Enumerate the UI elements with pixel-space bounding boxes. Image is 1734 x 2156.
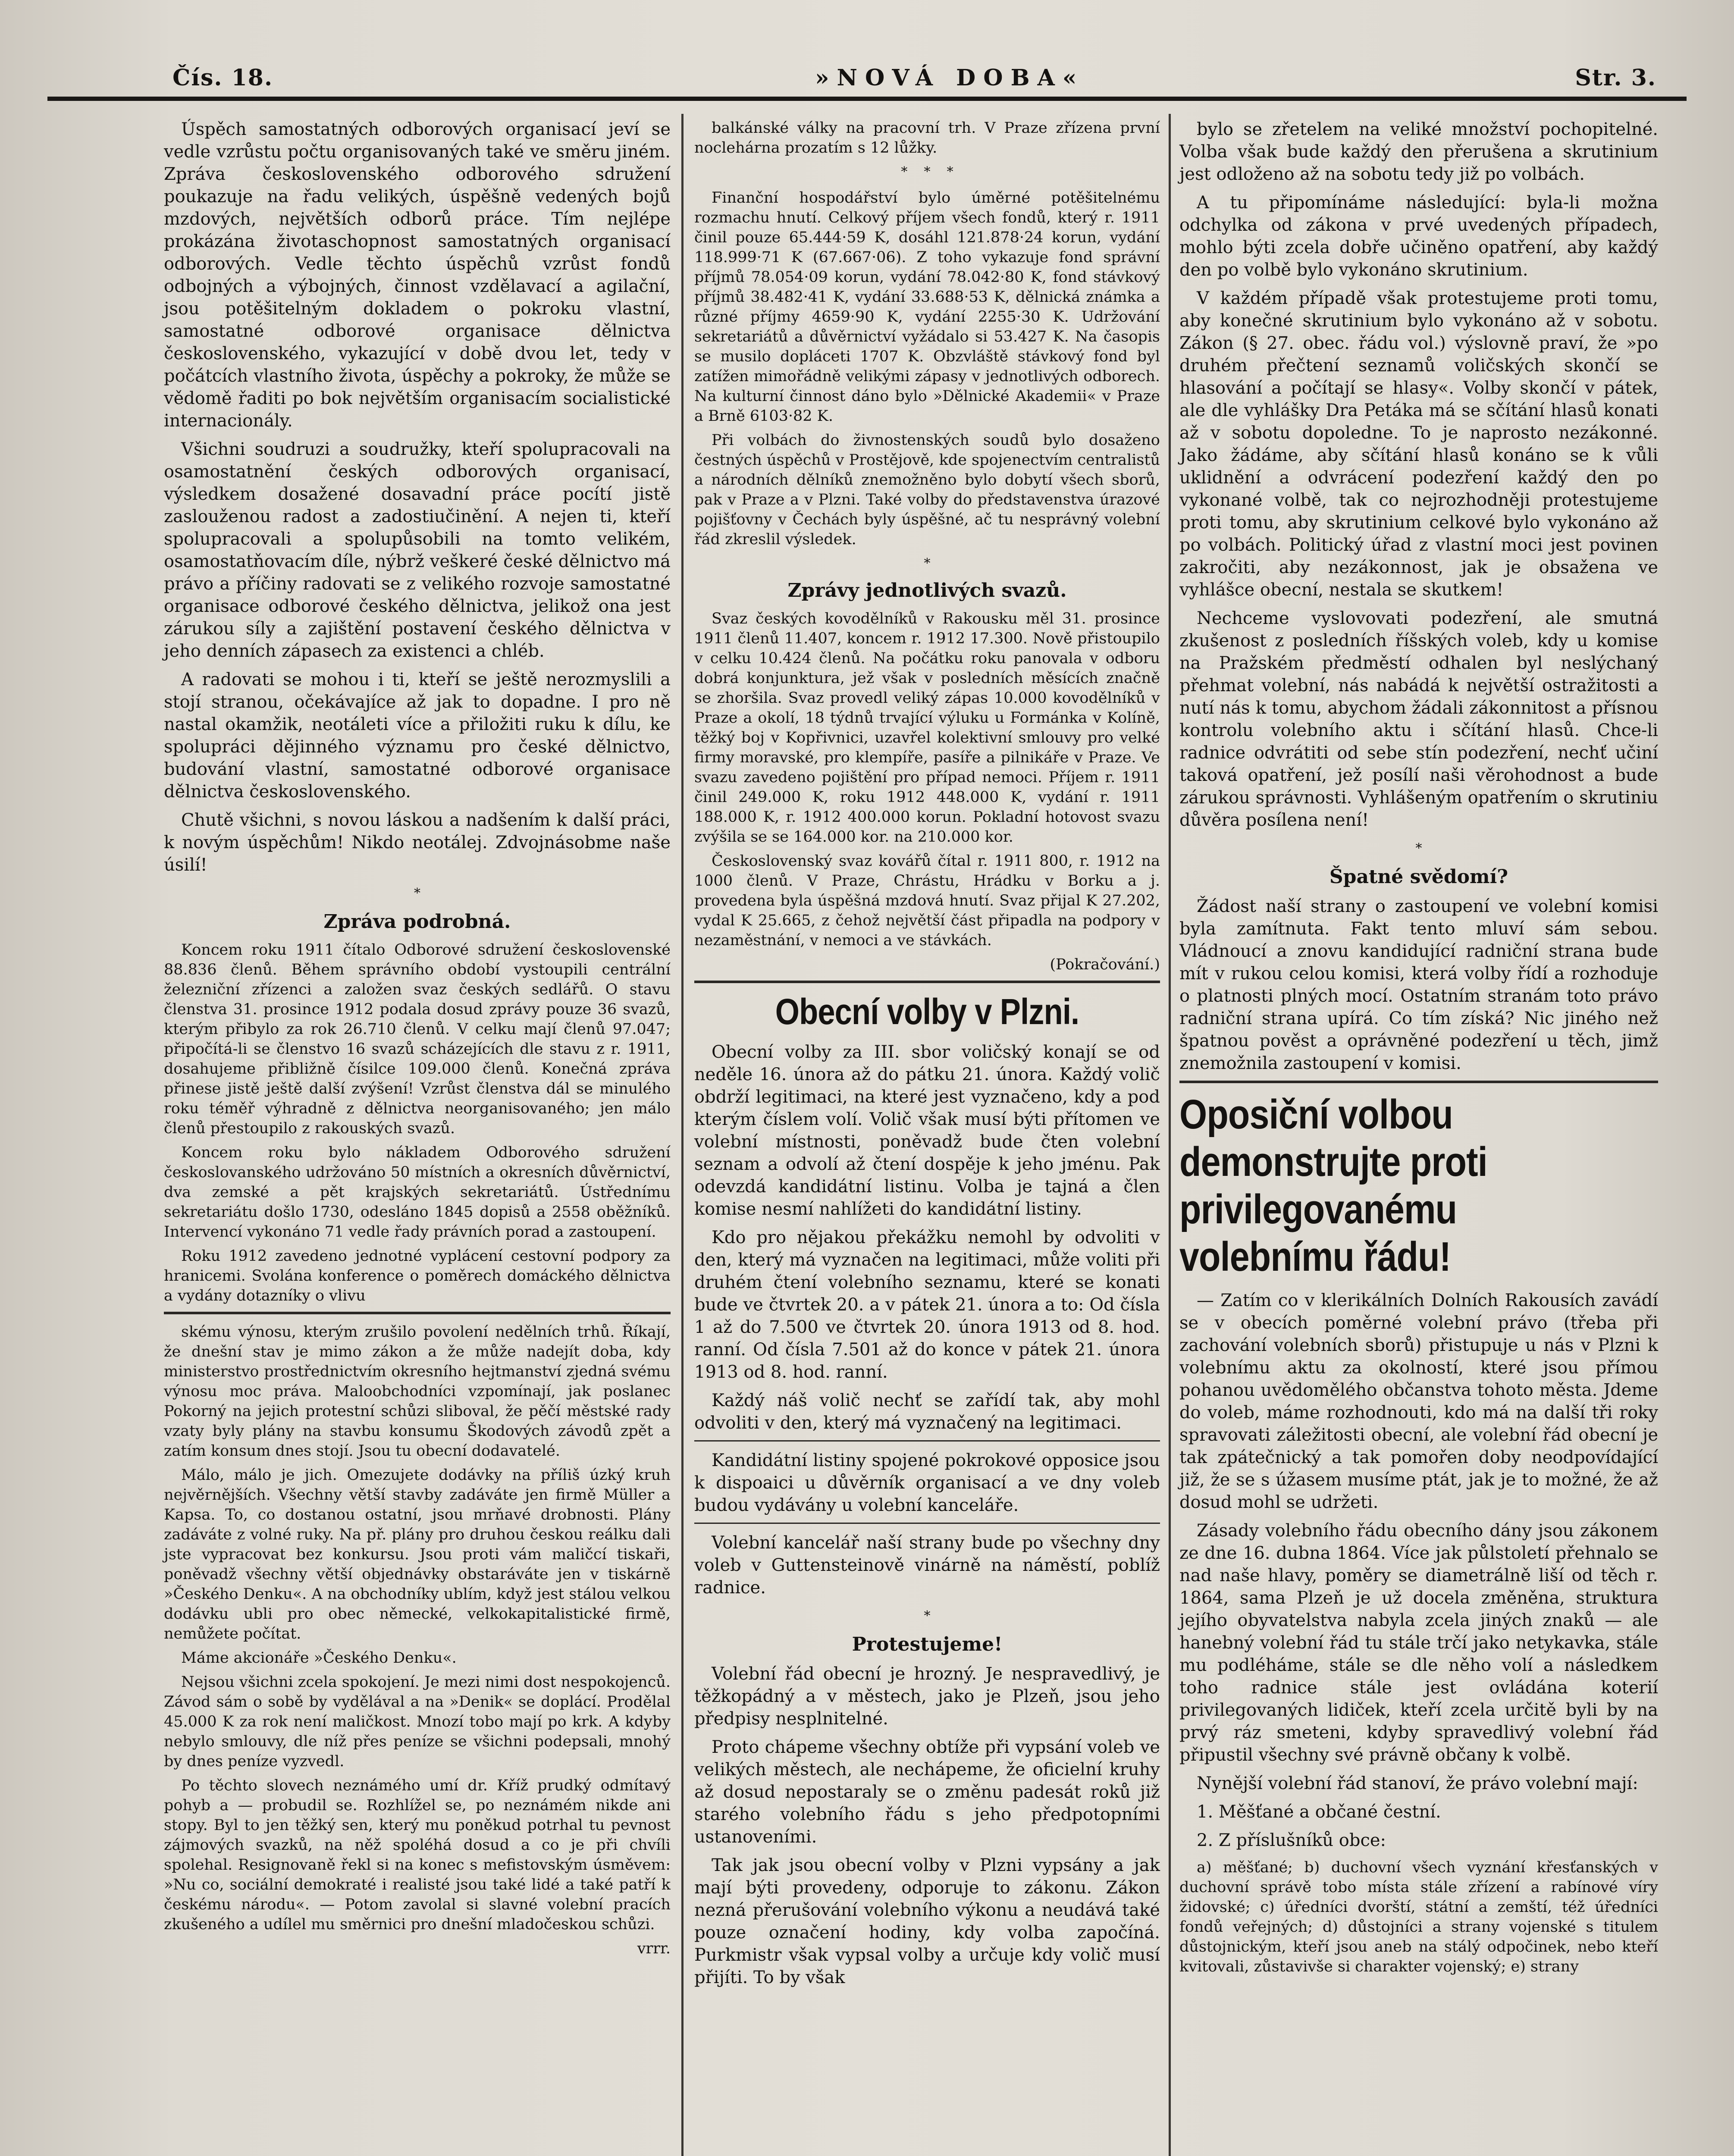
paragraph: Chutě všichni, s novou láskou a nadšením k další práci, k novým úspěchům! Nikdo neotálej. Zdvojnásobme naše úsilí! xyxy=(164,810,671,875)
paragraph: Zásady volebního řádu obecního dány jsou zákonem ze dne 16. dubna 1864. Více jak půlstoletí přehnalo se nad naše hlavy, poměry se diametrálně liší od těch r. 1864, sama Plzeň je už docela změněna, struktura jejího obyvatelstva nabyla zcela jiných znaků — ale hanebný volební řád tu stále trčí jako netykavka, stále mu podléháme, stále se dle něho volí a následkem toho radnice stále jest ovládána koterií privilegovaných lidiček, kteří zcela určitě byli by na prvý ráz smeteni, kdyby spravedlivý volební řád připustil všechny své právně občany k volbě. xyxy=(1179,1521,1658,1765)
paragraph: bylo se zřetelem na veliké množství pochopitelné. Volba však bude každý den přerušena a skrutinium jest odloženo až na sobotu tedy již po volbách. xyxy=(1179,119,1658,184)
issue-number: Čís. 18. xyxy=(172,65,273,91)
separator-star: * xyxy=(924,556,931,571)
paragraph: Volební řád obecní je hrozný. Je nespravedlivý, je těžkopádný a v městech, jako je Plzeň, jsou jeho předpisy nesplnitelné. xyxy=(694,1664,1160,1729)
heading-report: Zpráva podrobná. xyxy=(323,911,511,933)
list-item: 2. Z příslušníků obce: xyxy=(1197,1830,1386,1850)
paragraph: Koncem roku bylo nákladem Odborového sdružení českoslovanského udržováno 50 místních a okresních důvěrnictví, dva zemské a pět krajských sekretariátů. Ústřednímu sekretariátu došlo 1730, odesláno 1845 dopisů a 2558 oběžníků. Intervencí vykonáno 71 vedle řady právních porad a zastoupení. xyxy=(164,1144,671,1241)
heading-demonstrate: Oposiční volbou demonstrujte proti privilegovanému volebnímu řádu! xyxy=(1179,1091,1487,1280)
paragraph: Proto chápeme všechny obtíže při vypsání voleb ve velikých městech, ale nechápeme, že oficielní kruhy až dosud nepostaraly se o změnu padesát roků již starého volebního řádu s jeho předpotopními ustanoveními. xyxy=(694,1737,1160,1847)
header-rule xyxy=(47,97,1687,101)
heading-protest: Protestujeme! xyxy=(852,1633,1003,1655)
paragraph-candidates: Kandidátní listiny spojené pokrokové opposice jsou k dispoaici u důvěrník organisací a ve dny voleb budou vydávány u volební kanceláře. xyxy=(694,1451,1160,1515)
signature: vrrr. xyxy=(637,1940,671,1957)
column-2 xyxy=(694,118,1160,2156)
paragraph: Po těchto slovech neznámého umí dr. Kříž prudký odmítavý pohyb a — probudil se. Rozhlížel se, po neznámém nikde ani stopy. Byl to jen těžký sen, který mu poněkud potrhal tu pevnost zájmových svazků, na něž spoléhá dosud a co je při chvíli spolehal. Resignovaně řekl si na konec s mefistovským úsměvem: »Nu co, sociální demokraté i realisté jsou také lidé a také patří k českému národu«. — Potom zavolal si slavné volební pracích zkušeného a udílel mu směrnici pro dnešní mladočeskou schůzi. xyxy=(164,1777,671,1933)
paragraph: Československý svaz kovářů čítal r. 1911 800, r. 1912 na 1000 členů. V Praze, Chrástu, Hrádku v Borku a j. provedena byla úspěšná mzdová hnutí. Svaz přijal K 27.202, vydal K 25.665, z čehož největší část připadla na podpory v nezaměstnání, v nemoci a ve stávkách. xyxy=(694,852,1160,949)
section-rule xyxy=(164,1312,671,1314)
separator-star: * xyxy=(414,886,420,901)
section-rule xyxy=(1179,1081,1658,1083)
separator-star: * xyxy=(924,1608,931,1623)
page-number: Str. 3. xyxy=(1575,65,1656,91)
paragraph: Finanční hospodářství bylo úměrné potěšitelnému rozmachu hnutí. Celkový příjem všech fondů, který r. 1911 činil pouze 65.444·59 K, dosáhl 121.878·24 korun, vydání 118.999·71 K (67.667·06). Z toho vykazuje fond správní příjmů 78.054·09 korun, vydání 78.042·80 K, fond stávkový příjmů 38.482·41 K, vydání 33.688·53 K, dělnická známka a různé příjmy 4659·90 K, vydání 2255·30 K. Udržování sekretariátů a důvěrnictví vyžádalo si 53.427 K. Na časopis se musilo dopláceti 1707 K. Obzvláště stávkový fond byl zatížen mimořádně velikými zápasy v jednotlivých odborech. Na kulturní činnost dáno bylo »Dělnické Akademii« v Praze a Brně 6103·82 K. xyxy=(694,189,1160,425)
paragraph: Všichni soudruzi a soudružky, kteří spolupracovali na osamostatnění českých odborových organisací, výsledkem dosažené dosavadní práce pocítí jistě zaslouženou radost a zadostiučinění. A nejen ti, kteří spolupracovali a spolupůsobili na tomto velikém, osamostatňovacím díle, nýbrž veškeré české dělnictvo má právo a příčiny radovati se z velikého rozvoje samostatné organisace odborové českého dělnictva, jelikož ona jest zárukou síly a zajištění postavení českého dělnictva v jeho denních zápasech za existenci a chléb. xyxy=(164,439,671,661)
separator-star: * xyxy=(1415,841,1422,856)
column-divider xyxy=(1169,114,1171,2156)
paragraph: balkánské války na pracovní trh. V Praze zřízena první noclehárna prozatím s 12 lůžky. xyxy=(694,119,1160,157)
section-rule xyxy=(694,1440,1160,1442)
column-1 xyxy=(164,118,671,2156)
paragraph: Při volbách do živnostenských soudů bylo dosaženo čestných úspěchů v Prostějově, kde spojenectvím centralistů a národních dělníků znemožněno bylo dobytí všech sborů, pak v Praze a v Plzni. Také volby do představenstva úrazové pojišťovny v Čechách byly úspěšné, ač tu nesprávný volební řád zkreslil výsledek. xyxy=(694,432,1160,548)
column-3 xyxy=(1179,118,1658,2156)
heading-elections: Obecní volby v Plzni. xyxy=(775,991,1079,1032)
heading-unions: Zprávy jednotlivých svazů. xyxy=(787,580,1067,602)
paragraph: Nechceme vyslovovati podezření, ale smutná zkušenost z posledních říšských voleb, kdy u komise na Pražském předměstí odhalen byl neslýchaný přehmat volební, nás nabádá k největší ostražitosti a nutí nás k tomu, abychom žádali zákonnitost a přísnou kontrolu volebního aktu i sčítání hlasů. Chce-li radnice odvrátiti od sebe stín podezření, nechť učiní taková opatření, jež posílí naši věrohodnost a bude zárukou správnosti. Vyhlášeným opatřením o skrutiniu důvěra posílena není! xyxy=(1179,608,1658,830)
paragraph: skému výnosu, kterým zrušilo povolení nedělních trhů. Říkají, že dnešní stav je mimo zákon a že může nadejít doba, kdy ministerstvo prostřednictvím okresního hejtmanství zjedná svému výnosu moc práva. Maloobchodníci vzpomínají, jak poslanec Pokorný na jejich protestní schůzi sliboval, že pěčí městské rady vzaty byly plány na stavbu konsumu Škodových závodů zpět a zatím konsum dnes stojí. Jsou tu obecní dodavatelé. xyxy=(164,1323,671,1460)
section-rule xyxy=(694,1523,1160,1524)
paragraph: Tak jak jsou obecní volby v Plzni vypsány a jak mají býti provedeny, odporuje to zákonu. Zákon nezná přerušování volebního výkonu a neudává také pouze označení hodiny, kdy volba započíná. Purkmistr však vypsal volby a určuje kdy volič musí přijíti. To by však xyxy=(694,1855,1160,1987)
columns xyxy=(47,101,1687,2156)
paragraph: A tu připomínáme následující: byla-li možna odchylka od zákona v prvé uvedených případech, mohlo býti zcela dobře učiněno opatření, aby každý den po volbě bylo vykonáno skrutinium. xyxy=(1179,193,1658,280)
paragraph: Svaz českých kovodělníků v Rakousku měl 31. prosince 1911 členů 11.407, koncem r. 1912 17.300. Nově přistoupilo v celku 10.424 členů. Na počátku roku panovala v odboru dobrá konjunktura, jež však v posledních měsících značně se zhoršila. Svaz provedl veliký zápas 10.000 kovodělníků v Praze a okolí, 18 týdnů trvající výluku u Formánka v Kolíně, těžký boj v Kopřivnici, uzavřel kolektivní smlouvy pro velké firmy moravské, pro klempíře, pasíře a pilnikáře v Praze. Ve svazu zavedeno pojištění pro případ nemoci. Příjem r. 1911 činil 249.000 K, roku 1912 448.000 K, vydání r. 1911 188.000 K, r. 1912 400.000 korun. Pokladní hotovost svazu zvýšila se se 164.000 kor. na 210.000 kor. xyxy=(694,610,1160,846)
paragraph: Žádost naší strany o zastoupení ve volební komisi byla zamítnuta. Fakt tento mluví sám sebou. Vládnoucí a znovu kandidující radniční strana bude mít v rukou celou komisi, která volby řídí a rozhoduje o platnosti plných mocí. Ostatním stranám toto právo radniční strana upírá. Co tím získá? Nic jiného než špatnou pověst a oprávněné podezření u těch, jimž znemožnila zastoupení v komisi. xyxy=(1179,896,1658,1073)
paragraph: Roku 1912 zavedeno jednotné vyplácení cestovní podpory za hranicemi. Svolána konference o poměrech domáckého dělnictva a vydány dotazníky o vlivu xyxy=(164,1247,671,1304)
page-header xyxy=(47,65,1687,95)
newspaper-title: »NOVÁ DOBA« xyxy=(815,65,1085,91)
continued-note: (Pokračování.) xyxy=(1050,956,1160,973)
separator-stars: * * * xyxy=(901,164,953,179)
heading-conscience: Špatné svědomí? xyxy=(1329,866,1508,888)
paragraph: a) měšťané; b) duchovní všech vyznání křesťanských v duchovní správě tobo místa stále zřízení a rabínové víry židovské; c) úředníci dvorští, státní a zemští, též úředníci fondů veřejných; d) důstojníci a strany vojenské s titulem důstojnickým, kteří jsou aneb na stálý odpočinek, nebo kteří kvitovali, zůstavivše si charakter vojenský; e) strany xyxy=(1179,1859,1658,1975)
paragraph: Nejsou všichni zcela spokojení. Je mezi nimi dost nespokojenců. Závod sám o sobě by vydělával a na »Denik« se doplácí. Prodělal 45.000 K za rok není maličkost. Mnozí tobo mají po krk. A kdyby nebylo smlouvy, dle níž přes peníze se všichni podepsali, mnohý by dnes peníze vyzvedl. xyxy=(164,1673,671,1770)
column-divider xyxy=(681,114,684,2156)
paragraph: Úspěch samostatných odborových organisací jeví se vedle vzrůstu počtu organisovaných také ve směru jiném. Zpráva československého odborového sdružení poukazuje na řadu velikých, úspěšně vedených bojů mzdových, největších odborů práce. Tím nejlépe prokázána životaschopnost samostatných organisací odborových. Vedle těchto úspěchů vzrůst fondů odbojných a výbojných, činnost vzdělavací a agilační, jsou potěšitelným dokladem o pokroku vlastní, samostatné odborové organisace dělnictva československého, vykazující v době dvou let, tedy v počátcích vlastního života, úspěchy a pokroky, že může se vědomě řaditi po bok největším organisacím socialistické internacionály. xyxy=(164,119,671,431)
paragraph-office: Volební kancelář naší strany bude po všechny dny voleb v Guttensteinově vinárně na náměstí, poblíž radnice. xyxy=(694,1533,1160,1598)
paragraph: A radovati se mohou i ti, kteří se ještě nerozmyslili a stojí stranou, očekávajíce až jak to dopadne. I pro ně nastal okamžik, neotáleti více a přiložiti ruku k dílu, ke spolupráci dějinného významu pro české dělnictvo, budování vlastní, samostatné odborové organisace dělnictva československého. xyxy=(164,670,671,802)
paragraph: Každý náš volič nechť se zařídí tak, aby mohl odvoliti v den, který má vyznačený na legitimaci. xyxy=(694,1391,1160,1433)
paragraph: Málo, málo je jich. Omezujete dodávky na příliš úzký kruh nejvěrnějších. Všechny větší stavby zadáváte jen firmě Müller a Kapsa. To, co dostanou ostatní, jsou mrňavé drobnosti. Plány zadáváte z volné ruky. Na př. plány pro druhou českou reálku dali jste vypracovat bez konkursu. Jsou proti vám maličcí tiskaři, poněvadž všechny větší objednávky obstaráváte jen v tiskárně »Českého Denku«. A na obchodníky ublím, když jest stálou velkou dodávku ubli pro obec německé, velkokapitalistické firmě, nemůžete počítat. xyxy=(164,1467,671,1642)
paragraph: Máme akcionáře »Českého Denku«. xyxy=(181,1649,457,1667)
paragraph: Kdo pro nějakou překážku nemohl by odvoliti v den, který má vyznačen na legitimaci, může voliti při druhém čtení volebního seznamu, které se konati bude ve čtvrtek 20. a v pátek 21. února a to: Od čísla 1 až do 7.500 ve čtvrtek 20. února 1913 od 8. hod. ranní. Od čísla 7.501 až do konce v pátek 21. února 1913 od 8. hod. ranní. xyxy=(694,1228,1160,1382)
paragraph: — Zatím co v klerikálních Dolních Rakousích zavádí se v obecích poměrné volební právo (třeba při zachování volebních sborů) přistupuje u nás v Plzni k volebnímu aktu za okolností, které jsou přímou pohanou uvědomělého občanstva tohoto města. Jdeme do voleb, máme rozhodnouti, kdo má na další tři roky spravovati záležitosti obecní, ale volební řád obecní je tak zpátečnický a tak pomořen doby neodpovídající již, že se s úžasem musíme ptát, jak je to možné, že až dosud mohl se udržeti. xyxy=(1179,1291,1658,1512)
section-rule xyxy=(694,981,1160,983)
list-item: 1. Měšťané a občané čestní. xyxy=(1197,1802,1441,1822)
paragraph: Nynější volební řád stanoví, že právo volební mají: xyxy=(1197,1774,1638,1793)
paragraph: Koncem roku 1911 čítalo Odborové sdružení československé 88.836 členů. Během správního období vystoupili centrální železniční zřízenci a založen svaz českých sedlářů. O stavu členstva 31. prosince 1912 podala dosud zprávy pouze 36 svazů, kterým přibylo za rok 26.710 členů. V celku mají členů 97.047; připočítá-li se členstvo 16 svazů scházejících dle stavu z r. 1911, dosahujeme přibližně čísilce 109.000 členů. Konečná zpráva přinese jistě ještě další zvýšení! Vzrůst členstva dál se minulého roku téměř výhradně z dělnictva neorganisovaného; jen málo členů přestoupilo z rakouských svazů. xyxy=(164,941,671,1137)
paragraph: Obecní volby za III. sbor voličský konají se od neděle 16. února až do pátku 21. února. Každý volič obdrží legitimaci, na které jest vyznačeno, kdy a pod kterým číslem volí. Volič však musí býti přítomen ve volební místnosti, poněvadž bude čten volební seznam a odvolí až čtení dospěje k jeho jménu. Pak odevzdá kandidátní listinu. Volba je tajná a člen komise nesmí nahlížeti do kandidátní listiny. xyxy=(694,1042,1160,1219)
paragraph: V každém případě však protestujeme proti tomu, aby konečné skrutinium bylo vykonáno až v sobotu. Zákon (§ 27. obec. řádu vol.) výslovně praví, že »po druhém přečtení seznamů voličských skončí se hlasování a počítají se hlasy«. Volby skončí v pátek, ale dle vyhlášky Dra Petáka má se sčítání hlasů konati až v sobotu dopoledne. To je naprosto nezákonné. Jako žádáme, aby sčítání hlasů konáno se k vůli uklidnění a odvrácení podezření každý den po vykonané volbě, tak co nejrozhodněji protestujeme proti tomu, aby skrutinium celkové bylo vykonáno až po volbách. Politický úřad z vlastní moci jest povinen zakročiti, aby nezákonnost, jak je obsažena ve vyhlášce obecní, nestala se skutkem! xyxy=(1179,288,1658,600)
